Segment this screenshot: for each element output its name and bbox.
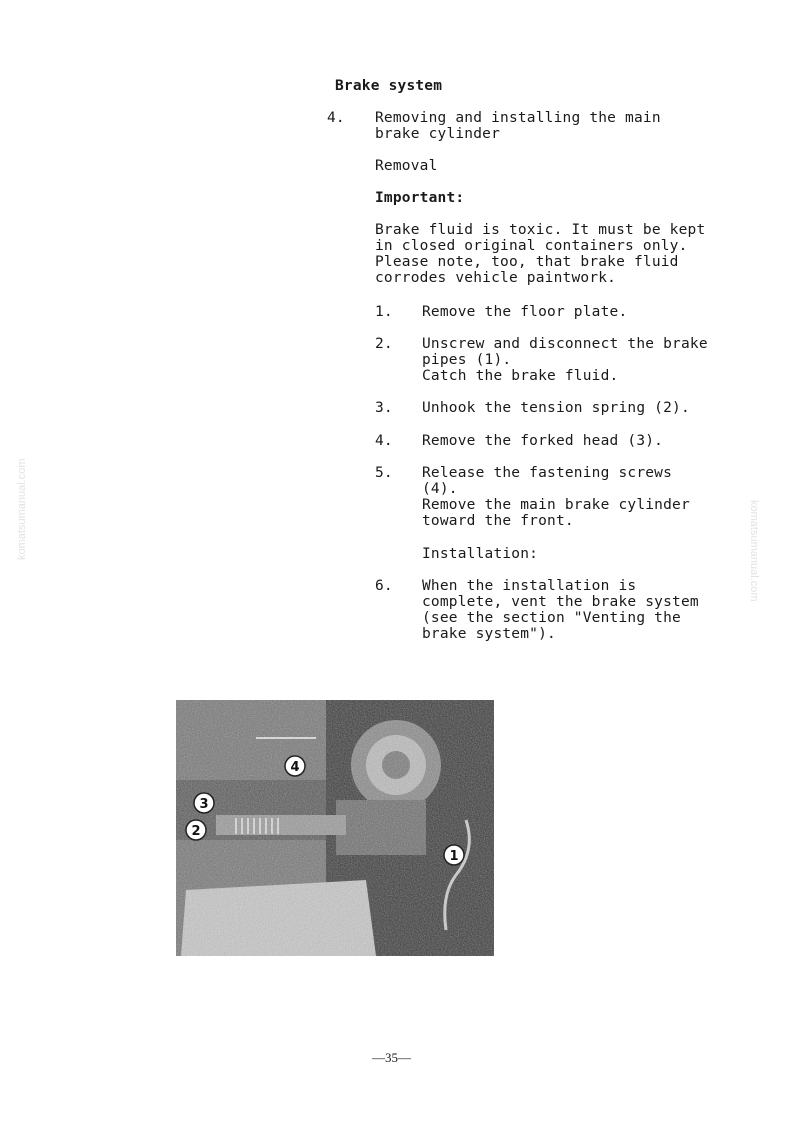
step-text: Unscrew and disconnect the brake xyxy=(422,336,708,352)
step-text: Remove the floor plate. xyxy=(422,304,628,320)
section-number: 4. xyxy=(327,110,345,126)
important-heading: Important: xyxy=(375,190,465,206)
section-title-line2: brake cylinder xyxy=(375,126,501,142)
step-text: (see the section "Venting the xyxy=(422,610,681,626)
step-text: Remove the forked head (3). xyxy=(422,433,664,449)
callout-3-label: 3 xyxy=(199,797,209,812)
watermark-right: komatsumanual.com xyxy=(748,500,760,602)
callout-2-marker xyxy=(186,820,206,840)
callout-4-marker xyxy=(285,756,305,776)
warning-line: in closed original containers only. xyxy=(375,238,688,254)
step-text: complete, vent the brake system xyxy=(422,594,699,610)
step-text: Unhook the tension spring (2). xyxy=(422,400,690,416)
warning-line: corrodes vehicle paintwork. xyxy=(375,270,617,286)
warning-line: Please note, too, that brake fluid xyxy=(375,254,679,270)
step-text: brake system"). xyxy=(422,626,556,642)
step-text: (4). xyxy=(422,481,458,497)
step-text: Remove the main brake cylinder xyxy=(422,497,690,513)
installation-heading: Installation: xyxy=(422,546,539,562)
callout-2-label: 2 xyxy=(191,824,201,839)
step-number: 4. xyxy=(375,433,393,449)
callout-1-marker xyxy=(444,845,464,865)
warning-line: Brake fluid is toxic. It must be kept xyxy=(375,222,706,238)
callout-3-marker xyxy=(194,793,214,813)
section-title-line1: Removing and installing the main xyxy=(375,110,661,126)
brake-cylinder-photo xyxy=(176,700,494,956)
page-number: —35— xyxy=(372,1050,411,1065)
step-number: 2. xyxy=(375,336,393,352)
watermark-left: komatsumanual.com xyxy=(16,458,28,560)
step-number: 3. xyxy=(375,400,393,416)
step-number: 1. xyxy=(375,304,393,320)
step-text: When the installation is xyxy=(422,578,637,594)
step-text: toward the front. xyxy=(422,513,574,529)
callout-4-label: 4 xyxy=(290,760,300,775)
step-text: Release the fastening screws xyxy=(422,465,673,481)
step-text: Catch the brake fluid. xyxy=(422,368,619,384)
step-number: 5. xyxy=(375,465,393,481)
callout-1-label: 1 xyxy=(449,849,459,864)
step-text: pipes (1). xyxy=(422,352,512,368)
step-number: 6. xyxy=(375,578,393,594)
removal-heading: Removal xyxy=(375,158,438,174)
page-title: Brake system xyxy=(335,78,443,94)
